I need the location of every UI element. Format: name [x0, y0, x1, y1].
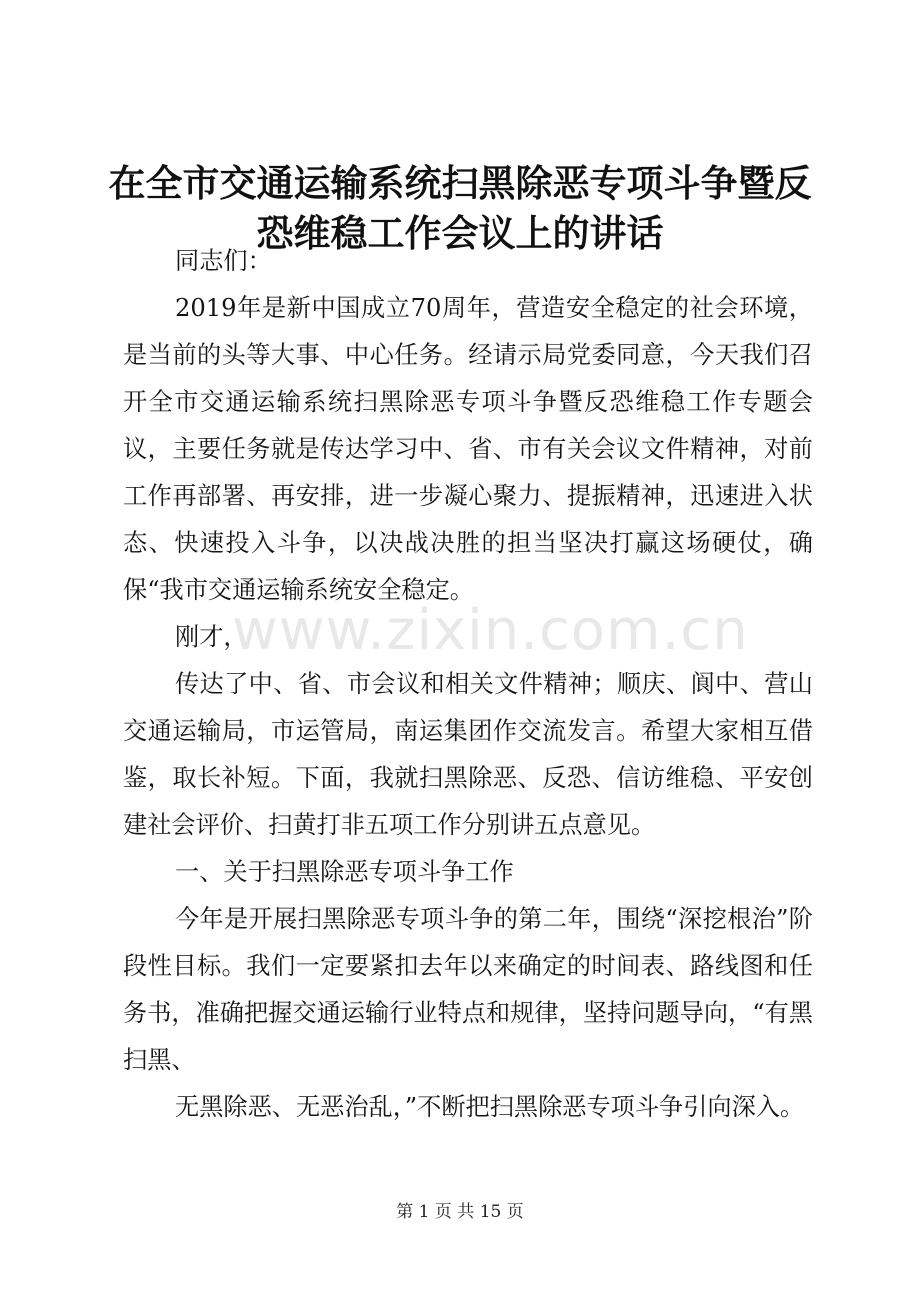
- document-body: [123, 238, 813, 1131]
- paragraph-no-black: 无黑除恶、无恶治乱，”不断把扫黑除恶专项斗争引向深入。: [175, 1093, 805, 1121]
- paragraph-just-now: 刚才，: [175, 623, 248, 651]
- paragraph-this-year: 今年是开展扫黑除恶专项斗争的第二年，围绕“深挖根治”阶段性目标。我们一定要紧扣去年以来确定的时间表、路线图和任务书，准确把握交通运输行业特点和规律，坚持问题导向，“有黑扫黑、: [123, 905, 813, 1074]
- page-footer: 第 1 页 共 15 页: [396, 1202, 524, 1222]
- paragraph-conveyed: 传达了中、省、市会议和相关文件精神；顺庆、阆中、营山交通运输局，市运管局，南运集团作交流发言。希望大家相互借鉴，取长补短。下面，我就扫黑除恶、反恐、信访维稳、平安创建社会评价、扫黄打非五项工作分别讲五点意见。: [123, 670, 813, 839]
- paragraph-greeting: 同志们：: [175, 247, 272, 275]
- paragraph-intro: 2019年是新中国成立70周年，营造安全稳定的社会环境，是当前的头等大事、中心任务。经请示局党委同意，今天我们召开全市交通运输系统扫黑除恶专项斗争暨反恐维稳工作专题会议，主要任务就是传达学习中、省、市有关会议文件精神，对前工作再部署、再安排，进一步凝心聚力、提振精神，迅速进入状态、快速投入斗争，以决战决胜的担当坚决打赢这场硬仗，确保“我市交通运输系统安全稳定。: [123, 294, 813, 604]
- watermark-text: www.zixin.com.cn: [232, 598, 749, 663]
- document-title: 在全市交通运输系统扫黑除恶专项斗争暨反恐维稳工作会议上的讲话: [108, 161, 812, 255]
- section-heading-1: 一、关于扫黑除恶专项斗争工作: [175, 858, 514, 886]
